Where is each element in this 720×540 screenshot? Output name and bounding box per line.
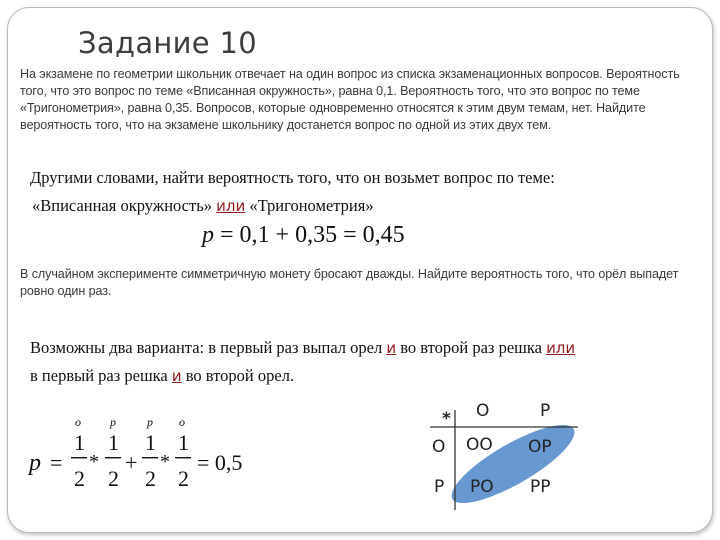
row-header: Р [434,477,445,497]
denominator: 2 [74,466,85,491]
fraction-bar [142,457,158,458]
text-segment: Возможны два варианта: в первый раз выпал орел [30,338,387,357]
text-segment: во второй орел. [181,366,295,385]
formula-1 [202,222,405,249]
formula2-result: = 0,5 [197,450,243,475]
formula1-expr: = 0,1 + 0,35 = 0,45 [214,222,405,248]
row-header: О [432,437,446,457]
explanation2-line1 [30,338,575,358]
formula1-var: p [202,222,214,248]
grid-cell: ОО [466,435,493,455]
task1-text [20,66,680,134]
plus-sign: + [125,450,138,475]
text-segment: в первый раз решка [30,366,172,385]
task2-line: В случайном эксперименте симметричную монету бросают дважды. Найдите вероятность того, что орёл выпадет [20,267,679,281]
col-header: Р [540,401,551,421]
task2-text [20,266,678,300]
outcome-grid [418,392,598,517]
explanation1-line1: Другими словами, найти вероятность того, что он возьмет вопрос по теме: [30,168,555,187]
prob-label: о [75,415,81,429]
task1-line: «Тригонометрия», равна 0,35. Вопросов, которые одновременно относятся к этим двум темам, нет. Найдите [20,101,646,115]
prob-label: о [179,415,185,429]
numerator: 1 [178,430,189,455]
or-word: или [546,339,576,357]
slide-title: Задание 10 [78,26,257,60]
fraction-bar [71,457,87,458]
and-word: и [386,339,397,357]
grid-cell: РР [530,477,551,497]
fraction-bar [105,457,121,458]
or-word: или [216,197,246,215]
task1-line: На экзамене по геометрии школьник отвечает на один вопрос из списка экзаменационных вопросов. Вероятность [20,67,680,81]
task1-line: того, что это вопрос по теме «Вписанная окружность», равна 0,1. Вероятность того, что это вопрос по теме [20,84,640,98]
formula-2 [25,412,265,502]
topic-a: «Вписанная окружность» [32,196,217,215]
denominator: 2 [145,466,156,491]
formula2-var: p [29,450,41,476]
task2-line: ровно один раз. [20,284,112,298]
numerator: 1 [108,430,119,455]
prob-label: р [147,415,153,429]
grid-cell: ОР [528,437,552,457]
col-header: О [476,401,490,421]
corner-asterisk: * [442,409,451,429]
task1-line: вероятность того, что на экзамене школьнику достанется вопрос по одной из этих двух тем. [20,118,552,132]
explanation1-line2 [32,196,374,216]
and-word: и [171,367,182,385]
numerator: 1 [145,430,156,455]
text-segment: во второй раз решка [396,338,547,357]
grid-cell: РО [470,477,494,497]
times-sign: * [160,451,170,473]
times-sign: * [89,451,99,473]
denominator: 2 [178,466,189,491]
formula2-eq: = [50,450,63,475]
topic-b: «Тригонометрия» [245,196,374,215]
prob-label: р [110,415,116,429]
explanation2-line2 [30,366,294,386]
fraction-bar [175,457,191,458]
numerator: 1 [74,430,85,455]
denominator: 2 [108,466,119,491]
